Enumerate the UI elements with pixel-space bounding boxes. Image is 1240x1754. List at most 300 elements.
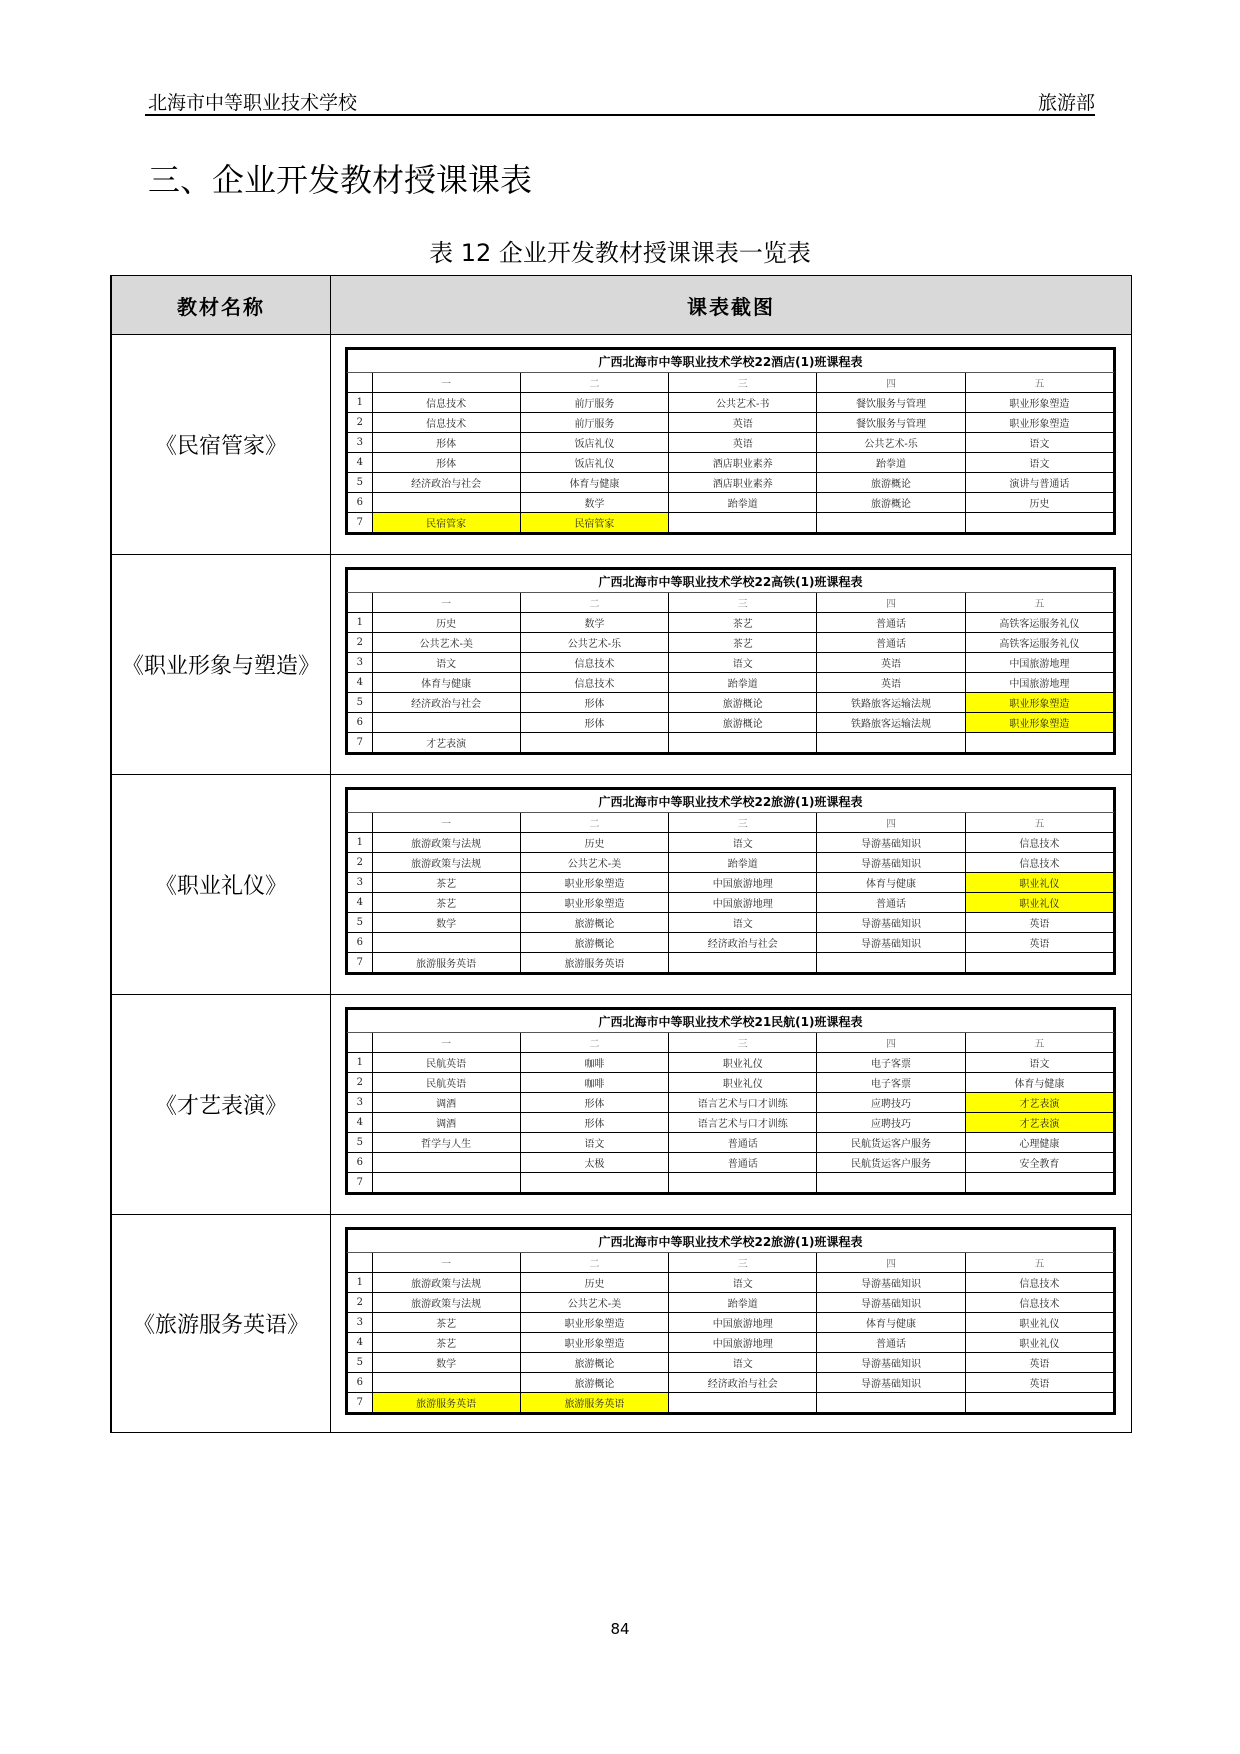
table-row: [111, 335, 1132, 555]
course-cell-highlighted: 职业形象塑造: [965, 713, 1113, 733]
course-cell: 咖啡: [520, 1053, 668, 1073]
course-cell: 公共艺术-美: [520, 853, 668, 873]
course-cell: 旅游概论: [669, 713, 817, 733]
schedule-day-label: 一: [372, 593, 520, 613]
course-cell-highlighted: 才艺表演: [965, 1113, 1113, 1133]
period-number: 6: [348, 493, 373, 513]
course-cell: 经济政治与社会: [372, 693, 520, 713]
course-cell: 普通话: [669, 1153, 817, 1173]
course-cell: 民航英语: [372, 1073, 520, 1093]
course-cell: 旅游政策与法规: [372, 833, 520, 853]
course-cell: 太极: [520, 1153, 668, 1173]
course-cell: 英语: [965, 1373, 1113, 1393]
course-cell: 普通话: [817, 893, 965, 913]
course-cell: [965, 1393, 1113, 1413]
schedule-period-row: [348, 733, 1114, 753]
course-cell: 体育与健康: [817, 873, 965, 893]
course-cell-highlighted: 职业礼仪: [965, 873, 1113, 893]
period-number: 1: [348, 393, 373, 413]
schedule-day-label: 五: [965, 593, 1113, 613]
course-cell: 旅游政策与法规: [372, 1293, 520, 1313]
schedule-title-row: [348, 1230, 1114, 1253]
course-cell: 数学: [520, 493, 668, 513]
course-cell: 体育与健康: [520, 473, 668, 493]
period-number: 2: [348, 413, 373, 433]
table-caption: 表 12 企业开发教材授课课表一览表: [429, 239, 811, 267]
course-cell: 语文: [372, 653, 520, 673]
schedule-corner-cell: [348, 593, 373, 613]
course-cell: 跆拳道: [669, 493, 817, 513]
schedule-title-row: [348, 790, 1114, 813]
course-cell: [520, 733, 668, 753]
course-cell: 茶艺: [372, 873, 520, 893]
course-cell: 信息技术: [520, 653, 668, 673]
course-cell: [669, 1173, 817, 1193]
column-header-name: 教材名称: [111, 276, 331, 335]
schedule-period-row: [348, 1353, 1114, 1373]
course-cell: 语文: [669, 833, 817, 853]
period-number: 7: [348, 1393, 373, 1413]
course-cell: 高铁客运服务礼仪: [965, 613, 1113, 633]
period-number: 3: [348, 1093, 373, 1113]
table-row: [111, 995, 1132, 1215]
course-cell: 语言艺术与口才训练: [669, 1093, 817, 1113]
course-cell: 心理健康: [965, 1133, 1113, 1153]
schedule-title-spacer: [348, 790, 373, 813]
period-number: 5: [348, 693, 373, 713]
course-cell: 经济政治与社会: [669, 1373, 817, 1393]
schedule-day-label: 三: [669, 813, 817, 833]
schedule-period-row: [348, 933, 1114, 953]
schedule-period-row: [348, 633, 1114, 653]
schedule-period-row: [348, 613, 1114, 633]
schedule-period-row: [348, 1153, 1114, 1173]
period-number: 5: [348, 1133, 373, 1153]
period-number: 1: [348, 1273, 373, 1293]
schedule-period-row: [348, 893, 1114, 913]
course-cell: 语文: [669, 1353, 817, 1373]
course-cell: 中国旅游地理: [669, 1333, 817, 1353]
course-cell: 信息技术: [965, 853, 1113, 873]
period-number: 7: [348, 513, 373, 533]
course-cell: 咖啡: [520, 1073, 668, 1093]
course-cell: 公共艺术-美: [520, 1293, 668, 1313]
schedule-day-row: [348, 1253, 1114, 1273]
period-number: 4: [348, 1333, 373, 1353]
period-number: 5: [348, 1353, 373, 1373]
course-cell: [669, 733, 817, 753]
schedule-day-label: 四: [817, 1033, 965, 1053]
course-cell: 职业礼仪: [669, 1073, 817, 1093]
schedule-day-label: 一: [372, 1033, 520, 1053]
schedule-screenshot-cell: [331, 555, 1132, 775]
schedule-screenshot-cell: [331, 1215, 1132, 1433]
period-number: 7: [348, 733, 373, 753]
course-cell: 旅游概论: [817, 473, 965, 493]
course-cell: 公共艺术-乐: [520, 633, 668, 653]
header-school: 北海市中等职业技术学校: [148, 92, 358, 114]
course-cell-highlighted: 旅游服务英语: [372, 1393, 520, 1413]
period-number: 3: [348, 433, 373, 453]
schedule-day-row: [348, 1033, 1114, 1053]
schedule-period-row: [348, 693, 1114, 713]
table-row: [111, 555, 1132, 775]
course-cell: 数学: [520, 613, 668, 633]
course-cell: 英语: [669, 413, 817, 433]
course-cell: [372, 1153, 520, 1173]
course-cell: 历史: [520, 833, 668, 853]
textbook-name: 《民宿管家》: [111, 335, 331, 555]
course-cell: 形体: [520, 713, 668, 733]
course-cell: 民航英语: [372, 1053, 520, 1073]
course-cell: 酒店职业素养: [669, 473, 817, 493]
schedule-day-label: 三: [669, 1253, 817, 1273]
course-cell: [817, 513, 965, 533]
schedule-period-row: [348, 1073, 1114, 1093]
course-cell: 语言艺术与口才训练: [669, 1113, 817, 1133]
course-cell: 高铁客运服务礼仪: [965, 633, 1113, 653]
course-cell: 茶艺: [372, 1333, 520, 1353]
course-cell: 导游基础知识: [817, 1273, 965, 1293]
course-cell: 旅游服务英语: [520, 953, 668, 973]
schedule-corner-cell: [348, 1033, 373, 1053]
course-schedule-table: [110, 275, 1132, 1433]
schedule-day-row: [348, 373, 1114, 393]
course-cell: 民航货运客户服务: [817, 1153, 965, 1173]
schedule-day-label: 二: [520, 593, 668, 613]
course-cell: 铁路旅客运输法规: [817, 693, 965, 713]
schedule-period-row: [348, 953, 1114, 973]
schedule-title-spacer: [348, 1010, 373, 1033]
table-body: [111, 335, 1132, 1433]
course-cell: 英语: [965, 913, 1113, 933]
schedule-period-row: [348, 1393, 1114, 1413]
class-schedule-grid: [347, 349, 1114, 533]
schedule-period-row: [348, 453, 1114, 473]
schedule-screenshot-cell: [331, 335, 1132, 555]
schedule-title-spacer: [348, 350, 373, 373]
course-cell: 旅游概论: [669, 693, 817, 713]
class-schedule-grid: [347, 1229, 1114, 1413]
section-title: 三、企业开发教材授课课表: [148, 161, 533, 199]
schedule-day-label: 三: [669, 1033, 817, 1053]
schedule-title: 广西北海市中等职业技术学校22高铁(1)班课程表: [372, 570, 1114, 593]
course-cell: 旅游服务英语: [372, 953, 520, 973]
course-cell: [372, 493, 520, 513]
course-cell: [817, 733, 965, 753]
course-cell: [372, 1373, 520, 1393]
course-cell: 职业礼仪: [965, 1333, 1113, 1353]
course-cell: 经济政治与社会: [372, 473, 520, 493]
period-number: 4: [348, 1113, 373, 1133]
period-number: 2: [348, 1293, 373, 1313]
course-cell: 语文: [520, 1133, 668, 1153]
period-number: 2: [348, 633, 373, 653]
course-cell: 应聘技巧: [817, 1113, 965, 1133]
textbook-name: 《职业形象与塑造》: [111, 555, 331, 775]
course-cell: 普通话: [817, 613, 965, 633]
course-cell: 公共艺术-书: [669, 393, 817, 413]
course-cell: [817, 953, 965, 973]
course-cell: 英语: [817, 653, 965, 673]
course-cell: 导游基础知识: [817, 833, 965, 853]
course-cell: [669, 953, 817, 973]
course-cell: 茶艺: [669, 633, 817, 653]
course-cell: 导游基础知识: [817, 1353, 965, 1373]
course-cell: 中国旅游地理: [965, 673, 1113, 693]
schedule-day-label: 一: [372, 813, 520, 833]
schedule-period-row: [348, 1333, 1114, 1353]
course-cell: 导游基础知识: [817, 853, 965, 873]
course-cell: 体育与健康: [372, 673, 520, 693]
period-number: 6: [348, 713, 373, 733]
schedule-period-row: [348, 393, 1114, 413]
schedule-screenshot-cell: [331, 775, 1132, 995]
schedule-screenshot-cell: [331, 995, 1132, 1215]
schedule-corner-cell: [348, 1253, 373, 1273]
course-cell: 信息技术: [965, 833, 1113, 853]
schedule-period-row: [348, 1173, 1114, 1193]
period-number: 6: [348, 933, 373, 953]
schedule-period-row: [348, 673, 1114, 693]
period-number: 3: [348, 653, 373, 673]
schedule-period-row: [348, 413, 1114, 433]
course-cell: 语文: [669, 1273, 817, 1293]
period-number: 1: [348, 613, 373, 633]
course-cell: 职业形象塑造: [965, 393, 1113, 413]
class-schedule: [345, 567, 1116, 755]
course-cell: 餐饮服务与管理: [817, 393, 965, 413]
period-number: 3: [348, 1313, 373, 1333]
course-cell: [965, 733, 1113, 753]
period-number: 7: [348, 1173, 373, 1193]
course-cell: 前厅服务: [520, 393, 668, 413]
schedule-period-row: [348, 1273, 1114, 1293]
schedule-period-row: [348, 493, 1114, 513]
course-cell: 前厅服务: [520, 413, 668, 433]
course-cell: 英语: [817, 673, 965, 693]
course-cell: [520, 1173, 668, 1193]
course-cell: 信息技术: [372, 393, 520, 413]
course-cell-highlighted: 职业礼仪: [965, 893, 1113, 913]
schedule-period-row: [348, 1053, 1114, 1073]
course-cell: 茶艺: [372, 893, 520, 913]
period-number: 6: [348, 1373, 373, 1393]
schedule-day-label: 三: [669, 373, 817, 393]
course-cell: 跆拳道: [669, 673, 817, 693]
course-cell-highlighted: 民宿管家: [372, 513, 520, 533]
course-cell: 信息技术: [965, 1273, 1113, 1293]
schedule-period-row: [348, 653, 1114, 673]
course-cell-highlighted: 才艺表演: [965, 1093, 1113, 1113]
course-cell: 英语: [965, 933, 1113, 953]
course-cell: 饭店礼仪: [520, 453, 668, 473]
table-header-row: [111, 276, 1132, 335]
schedule-period-row: [348, 1093, 1114, 1113]
course-cell: 导游基础知识: [817, 1373, 965, 1393]
course-cell: 饭店礼仪: [520, 433, 668, 453]
schedule-title-spacer: [348, 570, 373, 593]
course-cell: 电子客票: [817, 1073, 965, 1093]
schedule-day-row: [348, 813, 1114, 833]
class-schedule: [345, 1227, 1116, 1415]
course-cell: 语文: [669, 913, 817, 933]
schedule-title-row: [348, 350, 1114, 373]
course-cell: 铁路旅客运输法规: [817, 713, 965, 733]
course-cell: 民航货运客户服务: [817, 1133, 965, 1153]
course-cell: 安全教育: [965, 1153, 1113, 1173]
course-cell: 数学: [372, 1353, 520, 1373]
course-cell: 中国旅游地理: [965, 653, 1113, 673]
course-cell: 职业形象塑造: [965, 413, 1113, 433]
course-cell: 职业形象塑造: [520, 1333, 668, 1353]
table-row: [111, 1215, 1132, 1433]
course-cell-highlighted: 民宿管家: [520, 513, 668, 533]
course-cell: [372, 713, 520, 733]
course-cell: 职业形象塑造: [520, 893, 668, 913]
period-number: 6: [348, 1153, 373, 1173]
course-cell: [965, 1173, 1113, 1193]
class-schedule-grid: [347, 1009, 1114, 1193]
schedule-title: 广西北海市中等职业技术学校22酒店(1)班课程表: [372, 350, 1114, 373]
course-cell: 哲学与人生: [372, 1133, 520, 1153]
schedule-day-label: 四: [817, 1253, 965, 1273]
course-cell: 公共艺术-乐: [817, 433, 965, 453]
course-cell-highlighted: 职业形象塑造: [965, 693, 1113, 713]
textbook-name: 《才艺表演》: [111, 995, 331, 1215]
course-cell: 中国旅游地理: [669, 893, 817, 913]
course-cell: 信息技术: [965, 1293, 1113, 1313]
schedule-title: 广西北海市中等职业技术学校21民航(1)班课程表: [372, 1010, 1114, 1033]
header-divider: [145, 114, 1095, 116]
class-schedule-grid: [347, 789, 1114, 973]
course-cell: 形体: [372, 433, 520, 453]
period-number: 7: [348, 953, 373, 973]
course-cell: 调酒: [372, 1093, 520, 1113]
schedule-day-row: [348, 593, 1114, 613]
course-cell: 历史: [520, 1273, 668, 1293]
schedule-day-label: 二: [520, 373, 668, 393]
course-cell: 历史: [372, 613, 520, 633]
period-number: 4: [348, 893, 373, 913]
schedule-day-label: 四: [817, 373, 965, 393]
schedule-period-row: [348, 873, 1114, 893]
class-schedule: [345, 1007, 1116, 1195]
course-cell: 信息技术: [520, 673, 668, 693]
course-cell: 英语: [669, 433, 817, 453]
schedule-period-row: [348, 513, 1114, 533]
course-cell: 信息技术: [372, 413, 520, 433]
course-cell: 导游基础知识: [817, 913, 965, 933]
schedule-period-row: [348, 713, 1114, 733]
course-cell: 普通话: [817, 633, 965, 653]
period-number: 5: [348, 913, 373, 933]
course-cell: [372, 1173, 520, 1193]
course-cell: 职业形象塑造: [520, 873, 668, 893]
column-header-screenshot: 课表截图: [331, 276, 1132, 335]
schedule-period-row: [348, 1373, 1114, 1393]
course-cell: [372, 933, 520, 953]
course-cell: 职业形象塑造: [520, 1313, 668, 1333]
course-cell: 才艺表演: [372, 733, 520, 753]
course-cell: 公共艺术-美: [372, 633, 520, 653]
course-cell: 形体: [372, 453, 520, 473]
schedule-corner-cell: [348, 813, 373, 833]
course-cell: [965, 513, 1113, 533]
course-cell: 导游基础知识: [817, 933, 965, 953]
course-cell: 语文: [965, 453, 1113, 473]
course-cell: 电子客票: [817, 1053, 965, 1073]
schedule-day-label: 二: [520, 1033, 668, 1053]
course-cell: 演讲与普通话: [965, 473, 1113, 493]
schedule-period-row: [348, 473, 1114, 493]
course-cell: 普通话: [669, 1133, 817, 1153]
schedule-day-label: 三: [669, 593, 817, 613]
schedule-day-label: 四: [817, 593, 965, 613]
schedule-period-row: [348, 1133, 1114, 1153]
schedule-day-label: 二: [520, 813, 668, 833]
course-cell: [669, 1393, 817, 1413]
period-number: 4: [348, 453, 373, 473]
textbook-name: 《旅游服务英语》: [111, 1215, 331, 1433]
course-cell: 职业礼仪: [669, 1053, 817, 1073]
course-cell: [817, 1173, 965, 1193]
course-cell: 职业礼仪: [965, 1313, 1113, 1333]
course-cell: 形体: [520, 693, 668, 713]
course-cell: 旅游政策与法规: [372, 1273, 520, 1293]
course-cell: 旅游概论: [520, 933, 668, 953]
period-number: 1: [348, 833, 373, 853]
period-number: 2: [348, 853, 373, 873]
page-number: 84: [610, 1620, 630, 1638]
schedule-day-label: 五: [965, 373, 1113, 393]
schedule-title: 广西北海市中等职业技术学校22旅游(1)班课程表: [372, 1230, 1114, 1253]
schedule-period-row: [348, 1313, 1114, 1333]
course-cell: 形体: [520, 1113, 668, 1133]
course-cell: 旅游概论: [520, 913, 668, 933]
schedule-day-label: 四: [817, 813, 965, 833]
course-cell: 跆拳道: [669, 853, 817, 873]
course-cell: 餐饮服务与管理: [817, 413, 965, 433]
schedule-day-label: 一: [372, 1253, 520, 1273]
period-number: 5: [348, 473, 373, 493]
course-cell: 语文: [669, 653, 817, 673]
course-cell: 茶艺: [372, 1313, 520, 1333]
course-cell: 普通话: [817, 1333, 965, 1353]
schedule-corner-cell: [348, 373, 373, 393]
period-number: 3: [348, 873, 373, 893]
course-cell: 中国旅游地理: [669, 873, 817, 893]
course-cell: 茶艺: [669, 613, 817, 633]
class-schedule: [345, 347, 1116, 535]
table-row: [111, 775, 1132, 995]
course-cell: 跆拳道: [669, 1293, 817, 1313]
schedule-title: 广西北海市中等职业技术学校22旅游(1)班课程表: [372, 790, 1114, 813]
course-cell: 调酒: [372, 1113, 520, 1133]
schedule-period-row: [348, 1113, 1114, 1133]
schedule-period-row: [348, 433, 1114, 453]
schedule-day-label: 五: [965, 813, 1113, 833]
course-cell-highlighted: 旅游服务英语: [520, 1393, 668, 1413]
header-department: 旅游部: [1037, 92, 1095, 114]
course-cell: [669, 513, 817, 533]
course-cell: 语文: [965, 433, 1113, 453]
schedule-day-label: 五: [965, 1253, 1113, 1273]
course-cell: 经济政治与社会: [669, 933, 817, 953]
schedule-day-label: 五: [965, 1033, 1113, 1053]
schedule-period-row: [348, 1293, 1114, 1313]
schedule-title-row: [348, 1010, 1114, 1033]
